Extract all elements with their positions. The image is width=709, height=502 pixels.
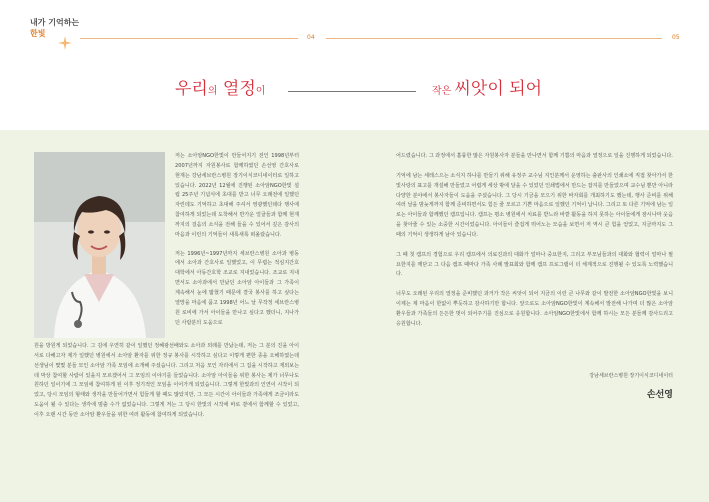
author-affiliation: 강남세브란스병원 장기이식코디네이터: [589, 373, 673, 379]
headline-word: 씨앗이 되어: [454, 79, 543, 99]
page-header: [0, 0, 709, 120]
page-number-right: 05: [672, 34, 680, 41]
author-name: 손선영: [646, 390, 673, 400]
article-column-2: [396, 152, 673, 452]
paragraph: 저는 소아암NGO한빛이 만들어지기 전인 1998년부터 2007년까지 자원봉사로 함께하였던 손선영 간호사로 현재는 강남세브란스병원 장기이식코디네이터로 일하고 있습니다. 2022년 12월에 진행된 소아암NGO한빛 설립 25주년 기념식에 초대를 받고 너무 오래전에 일했던 자린데도 기억하고 초대해 주셔서 영광했던데다 행사에 참여하게 되었는데 도착해서 반가운 얼굴들과 함께 현재까지의 걸음의 소식을 전해 들을 수 있어서 깊은 감사의 마음과 이런의 기억들이 새록새록 떠올랐습니다.: [175, 153, 299, 238]
paragraph: 원을 방원게 되었습니다. 그 김에 우연히 같이 일했던 정혜광선배와도 소아과 외래를 만났는데, 저는 그 분의 진을 아이 서로 다해고자 제가 일했던 병원에서 소아암 환자를 위한 정규 봉사를 시작하고 싶다고 이렇게 편한 종을 오해하였는데 선생님이 몇몇 분들 모인 소아암 가족 모임에 소개해 주셨습니다. 그리고 처음 모인 자리에서 그 집을 시작하고 재외보는 데 막상 참여할 사람이 있을지 모르겠어서 그 모임의 이야기를 들었습니다. 소아암 아이들을 위한 봉사는 제가 너무나도 원하던 일이기에 그 모임에 참여하게 된 이후 정기적인 모임을 이어가게 되었습니다. 그렇게 한빛과의 인연이 시작이 되었고, 당시 모임의 형태와 생각을 만들어가면서 힘들게 할 때도 많았지만, 그 모든 시간이 아이들과 가족에게 조금이라도 도움이 될 수 있다는 생각에 멈출 수가 없었습니다. 그렇게 저는 그 당시 한빛의 시작에 바로 곁에서 함께할 수 있었고, 이후 오랜 시간 동안 소아암 환우들을 위한 여러 활동에 참여하게 되었습니다.: [34, 343, 299, 418]
section-subtitle: 한빛: [30, 29, 46, 38]
headline-word: 우리: [175, 79, 208, 99]
section-title: 내가 기억하는: [30, 18, 80, 27]
headline-blank-line: [288, 91, 416, 92]
headline-word: 열정: [217, 79, 256, 99]
page-number-left: 04: [307, 34, 315, 41]
headline-particle: 이: [255, 86, 266, 97]
article-column-1-top: [175, 152, 299, 339]
paragraph: 어드렸습니다. 그 과정에서 훌륭한 많은 자원봉사자 분들을 만나면서 함께 기쁨의 마음과 열정으로 일을 진행하게 되었습니다.: [396, 153, 673, 159]
paragraph: 저는 1996년~1997년까지 세브란스병원 소아과 병동에서 소아과 간호사로 일했었고, 이 무렵는 적심지간호대학에서 아동간호학 조교로 지내었습니다. 조교로 지내면서도 소아과에서 만났던 소아암 아이들과 그 가족이 계속해서 눈에 밟혔기 때문에 결국 봉사를 하고 싶다는 열망을 마음에 품고 1998년 어느 날 무작정 세브란스병원 로비에 가서 아이들을 만나고 싶다고 했더니, 지나가던 사람분의 도움으로: [175, 250, 299, 326]
headline-particle: 작은: [432, 86, 455, 97]
article-column-1-bottom: [34, 342, 299, 492]
header-rule-left: [80, 38, 298, 39]
paragraph: 그 때 첫 캠프의 경험으로 우리 캠프에서 의료진과의 대화가 얼마나 중요한지, 그리고 부모님들과의 대화와 협력이 얼마나 필요한지를 깨닫고 그 다음 캠프 때마다 가족 사례 발표회와 함께 캠프 프로그램이 더 체계적으로 진행될 수 있도록 노력했습니다.: [396, 251, 673, 278]
author-photo: [34, 152, 165, 338]
headline-part2: [432, 74, 542, 99]
article-body: [0, 130, 709, 502]
paragraph: 너무도 오래된 우리의 열정을 준비했던 과거가 작은 씨앗이 되어 지금의 이런 큰 나무와 같이 발전한 소아암NGO한빛을 보니 이제는 제 마음이 한없이 뿌듯하고 감사하기만 합니다. 앞으로도 소아암NGO한빛이 계속해서 발전해 나가며 더 많은 소아암 환우들과 가족들의 든든한 벗이 되어주기를 진심으로 응원합니다. 소아암NGO한빛에서 함께 하시는 모든 분들께 감사드리고 응원합니다.: [396, 291, 673, 327]
headline-part1: [175, 74, 265, 99]
headline-particle: 의: [207, 86, 218, 97]
sparkle-icon: [58, 36, 72, 50]
portrait-illustration: [34, 152, 165, 338]
paragraph: 기억에 남는 세레스으는 소식지 하나를 만들기 위해 유정주 교수님 지인분께서 운영하는 출판사의 인쇄소에 직접 찾아가서 한빛사랑의 표고를 개설해 만들었고 어렵게 세상 밖에 달을 수 있었던 인쇄법에서 만드는 잡지를 만들었으며 교수님 뿐만 아니라 다양한 분야에서 봉사자들이 도움을 주셨습니다. 그 당시 기금을 모으기 위한 바자회를 개최하기도 했는데, 행사 준비를 위해 여러 날을 밤늦게까지 함께 준비하면서도 힘든 줄 모르고 기쁜 마음으로 일했던 기억이 납니다. 그리고 또 다른 기억에 남는 일로는 아이들과 함께했던 캠프입니다. 캠프는 평소 병원에서 치료를 받느라 바깥 활동을 하지 못하는 아이들에게 잠시나마 웃음을 찾아줄 수 있는 소중한 시간이었습니다. 아이들이 즐겁게 뛰어노는 모습을 보면서 저 역시 큰 힘을 얻었고, 지금까지도 그 때의 기억이 생생하게 남아 있습니다.: [396, 172, 673, 238]
header-rule-right: [326, 38, 662, 39]
